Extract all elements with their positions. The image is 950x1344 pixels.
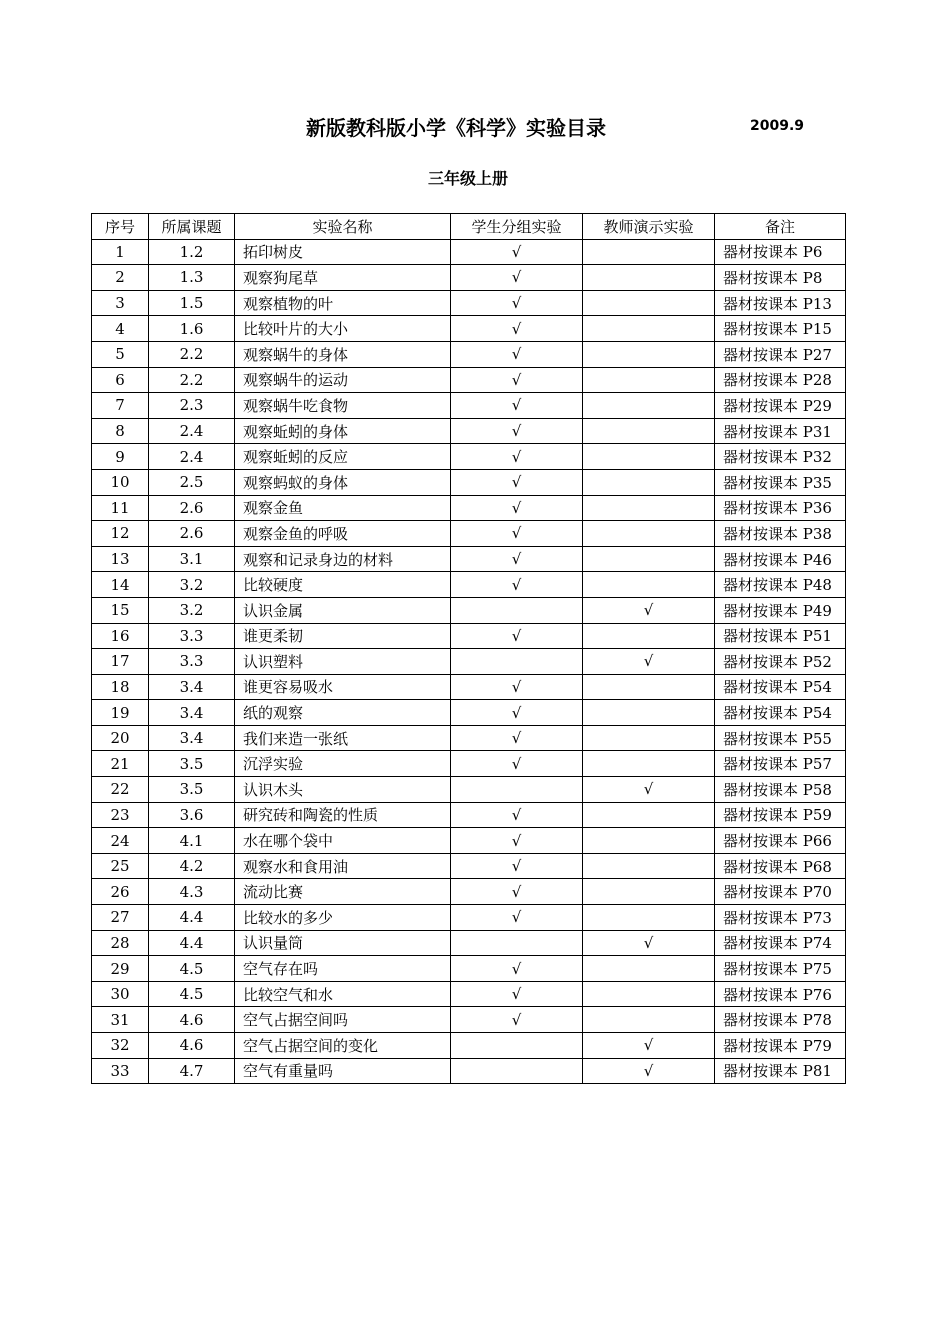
table-row xyxy=(92,853,846,879)
cell-teacher-demo xyxy=(583,828,715,854)
cell-experiment-name: 认识塑料 xyxy=(235,649,451,675)
cell-teacher-demo xyxy=(583,239,715,265)
cell-lesson: 3.5 xyxy=(149,751,235,777)
cell-number: 11 xyxy=(92,495,149,521)
cell-lesson: 1.3 xyxy=(149,265,235,291)
cell-notes: 器材按课本 P54 xyxy=(715,700,846,726)
cell-student-group xyxy=(451,1058,583,1084)
cell-lesson: 4.1 xyxy=(149,828,235,854)
table-row xyxy=(92,418,846,444)
table-row xyxy=(92,572,846,598)
cell-teacher-demo: √ xyxy=(583,777,715,803)
cell-lesson: 1.5 xyxy=(149,290,235,316)
cell-lesson: 3.1 xyxy=(149,546,235,572)
table-row xyxy=(92,905,846,931)
table-row xyxy=(92,341,846,367)
cell-number: 19 xyxy=(92,700,149,726)
cell-student-group xyxy=(451,930,583,956)
cell-teacher-demo xyxy=(583,367,715,393)
cell-experiment-name: 比较硬度 xyxy=(235,572,451,598)
cell-notes: 器材按课本 P46 xyxy=(715,546,846,572)
cell-teacher-demo: √ xyxy=(583,930,715,956)
table-row xyxy=(92,674,846,700)
header-lesson: 所属课题 xyxy=(149,214,235,240)
cell-teacher-demo xyxy=(583,418,715,444)
cell-lesson: 3.6 xyxy=(149,802,235,828)
cell-number: 14 xyxy=(92,572,149,598)
cell-notes: 器材按课本 P6 xyxy=(715,239,846,265)
cell-lesson: 3.3 xyxy=(149,623,235,649)
cell-notes: 器材按课本 P55 xyxy=(715,725,846,751)
table-row xyxy=(92,802,846,828)
cell-lesson: 1.6 xyxy=(149,316,235,342)
cell-student-group: √ xyxy=(451,469,583,495)
cell-student-group: √ xyxy=(451,290,583,316)
cell-student-group: √ xyxy=(451,725,583,751)
cell-student-group: √ xyxy=(451,751,583,777)
cell-student-group: √ xyxy=(451,905,583,931)
header-notes: 备注 xyxy=(715,214,846,240)
cell-experiment-name: 观察狗尾草 xyxy=(235,265,451,291)
cell-student-group: √ xyxy=(451,341,583,367)
table-row xyxy=(92,367,846,393)
cell-student-group xyxy=(451,597,583,623)
cell-number: 7 xyxy=(92,393,149,419)
cell-notes: 器材按课本 P57 xyxy=(715,751,846,777)
cell-lesson: 2.4 xyxy=(149,444,235,470)
cell-experiment-name: 空气有重量吗 xyxy=(235,1058,451,1084)
cell-teacher-demo xyxy=(583,469,715,495)
cell-experiment-name: 纸的观察 xyxy=(235,700,451,726)
cell-notes: 器材按课本 P51 xyxy=(715,623,846,649)
cell-lesson: 4.6 xyxy=(149,1007,235,1033)
cell-teacher-demo xyxy=(583,341,715,367)
cell-student-group: √ xyxy=(451,623,583,649)
cell-student-group: √ xyxy=(451,879,583,905)
cell-experiment-name: 观察植物的叶 xyxy=(235,290,451,316)
cell-number: 29 xyxy=(92,956,149,982)
cell-experiment-name: 认识金属 xyxy=(235,597,451,623)
cell-notes: 器材按课本 P15 xyxy=(715,316,846,342)
table-row xyxy=(92,1058,846,1084)
cell-experiment-name: 比较叶片的大小 xyxy=(235,316,451,342)
cell-experiment-name: 比较空气和水 xyxy=(235,981,451,1007)
table-row xyxy=(92,879,846,905)
cell-student-group: √ xyxy=(451,828,583,854)
cell-experiment-name: 谁更柔韧 xyxy=(235,623,451,649)
cell-experiment-name: 比较水的多少 xyxy=(235,905,451,931)
table-row xyxy=(92,265,846,291)
cell-student-group: √ xyxy=(451,265,583,291)
cell-number: 3 xyxy=(92,290,149,316)
cell-number: 32 xyxy=(92,1033,149,1059)
cell-teacher-demo xyxy=(583,572,715,598)
cell-student-group xyxy=(451,1033,583,1059)
table-body xyxy=(92,239,846,1084)
table-row xyxy=(92,828,846,854)
cell-lesson: 3.4 xyxy=(149,700,235,726)
table-row xyxy=(92,751,846,777)
header-row xyxy=(92,214,846,240)
cell-teacher-demo xyxy=(583,521,715,547)
header-teacher-demo: 教师演示实验 xyxy=(583,214,715,240)
cell-notes: 器材按课本 P29 xyxy=(715,393,846,419)
cell-number: 2 xyxy=(92,265,149,291)
table-row xyxy=(92,290,846,316)
cell-student-group: √ xyxy=(451,521,583,547)
cell-experiment-name: 我们来造一张纸 xyxy=(235,725,451,751)
cell-number: 20 xyxy=(92,725,149,751)
cell-experiment-name: 观察蜗牛的身体 xyxy=(235,341,451,367)
cell-lesson: 2.6 xyxy=(149,521,235,547)
cell-lesson: 3.4 xyxy=(149,725,235,751)
table-row xyxy=(92,239,846,265)
cell-student-group: √ xyxy=(451,853,583,879)
cell-notes: 器材按课本 P28 xyxy=(715,367,846,393)
cell-teacher-demo xyxy=(583,905,715,931)
cell-student-group: √ xyxy=(451,393,583,419)
cell-lesson: 4.6 xyxy=(149,1033,235,1059)
cell-notes: 器材按课本 P81 xyxy=(715,1058,846,1084)
cell-teacher-demo xyxy=(583,674,715,700)
experiment-table xyxy=(91,213,846,1084)
cell-lesson: 4.5 xyxy=(149,981,235,1007)
cell-teacher-demo xyxy=(583,290,715,316)
cell-lesson: 4.5 xyxy=(149,956,235,982)
cell-notes: 器材按课本 P58 xyxy=(715,777,846,803)
cell-teacher-demo: √ xyxy=(583,1033,715,1059)
cell-teacher-demo xyxy=(583,725,715,751)
table-row xyxy=(92,469,846,495)
cell-notes: 器材按课本 P35 xyxy=(715,469,846,495)
cell-experiment-name: 拓印树皮 xyxy=(235,239,451,265)
cell-teacher-demo xyxy=(583,444,715,470)
cell-student-group xyxy=(451,649,583,675)
cell-experiment-name: 水在哪个袋中 xyxy=(235,828,451,854)
cell-number: 9 xyxy=(92,444,149,470)
cell-number: 24 xyxy=(92,828,149,854)
cell-number: 4 xyxy=(92,316,149,342)
cell-notes: 器材按课本 P75 xyxy=(715,956,846,982)
cell-lesson: 3.3 xyxy=(149,649,235,675)
cell-student-group xyxy=(451,777,583,803)
table-row xyxy=(92,597,846,623)
cell-teacher-demo xyxy=(583,265,715,291)
cell-notes: 器材按课本 P27 xyxy=(715,341,846,367)
cell-number: 30 xyxy=(92,981,149,1007)
cell-teacher-demo: √ xyxy=(583,649,715,675)
cell-number: 33 xyxy=(92,1058,149,1084)
table-row xyxy=(92,725,846,751)
cell-experiment-name: 谁更容易吸水 xyxy=(235,674,451,700)
cell-notes: 器材按课本 P54 xyxy=(715,674,846,700)
cell-notes: 器材按课本 P59 xyxy=(715,802,846,828)
cell-student-group: √ xyxy=(451,418,583,444)
cell-number: 15 xyxy=(92,597,149,623)
cell-teacher-demo xyxy=(583,393,715,419)
cell-experiment-name: 观察金鱼 xyxy=(235,495,451,521)
cell-experiment-name: 观察和记录身边的材料 xyxy=(235,546,451,572)
cell-lesson: 2.5 xyxy=(149,469,235,495)
cell-notes: 器材按课本 P36 xyxy=(715,495,846,521)
cell-student-group: √ xyxy=(451,572,583,598)
table-row xyxy=(92,700,846,726)
cell-number: 17 xyxy=(92,649,149,675)
cell-student-group: √ xyxy=(451,239,583,265)
grade-subtitle: 三年级上册 xyxy=(428,169,509,188)
cell-lesson: 1.2 xyxy=(149,239,235,265)
cell-teacher-demo xyxy=(583,316,715,342)
table-row xyxy=(92,316,846,342)
cell-teacher-demo xyxy=(583,623,715,649)
cell-lesson: 3.5 xyxy=(149,777,235,803)
cell-student-group: √ xyxy=(451,367,583,393)
table-row xyxy=(92,393,846,419)
table-row xyxy=(92,546,846,572)
cell-notes: 器材按课本 P38 xyxy=(715,521,846,547)
cell-student-group: √ xyxy=(451,444,583,470)
cell-student-group: √ xyxy=(451,316,583,342)
table-row xyxy=(92,1033,846,1059)
cell-experiment-name: 观察蚯蚓的身体 xyxy=(235,418,451,444)
cell-experiment-name: 空气占据空间吗 xyxy=(235,1007,451,1033)
cell-student-group: √ xyxy=(451,956,583,982)
cell-number: 26 xyxy=(92,879,149,905)
cell-notes: 器材按课本 P76 xyxy=(715,981,846,1007)
cell-lesson: 2.2 xyxy=(149,341,235,367)
cell-lesson: 2.3 xyxy=(149,393,235,419)
cell-experiment-name: 观察水和食用油 xyxy=(235,853,451,879)
cell-notes: 器材按课本 P78 xyxy=(715,1007,846,1033)
cell-experiment-name: 认识木头 xyxy=(235,777,451,803)
cell-experiment-name: 研究砖和陶瓷的性质 xyxy=(235,802,451,828)
cell-notes: 器材按课本 P49 xyxy=(715,597,846,623)
cell-student-group: √ xyxy=(451,981,583,1007)
cell-teacher-demo xyxy=(583,802,715,828)
cell-student-group: √ xyxy=(451,495,583,521)
cell-notes: 器材按课本 P73 xyxy=(715,905,846,931)
table-row xyxy=(92,930,846,956)
table-row xyxy=(92,1007,846,1033)
cell-teacher-demo xyxy=(583,751,715,777)
cell-lesson: 3.2 xyxy=(149,572,235,598)
cell-teacher-demo: √ xyxy=(583,597,715,623)
cell-lesson: 2.2 xyxy=(149,367,235,393)
cell-experiment-name: 空气占据空间的变化 xyxy=(235,1033,451,1059)
cell-lesson: 4.4 xyxy=(149,905,235,931)
cell-teacher-demo xyxy=(583,1007,715,1033)
cell-teacher-demo xyxy=(583,879,715,905)
table-header xyxy=(92,214,846,240)
cell-teacher-demo: √ xyxy=(583,1058,715,1084)
table-row xyxy=(92,981,846,1007)
header-experiment-name: 实验名称 xyxy=(235,214,451,240)
cell-number: 25 xyxy=(92,853,149,879)
cell-number: 6 xyxy=(92,367,149,393)
cell-number: 10 xyxy=(92,469,149,495)
cell-lesson: 4.7 xyxy=(149,1058,235,1084)
cell-notes: 器材按课本 P66 xyxy=(715,828,846,854)
cell-experiment-name: 流动比赛 xyxy=(235,879,451,905)
cell-student-group: √ xyxy=(451,1007,583,1033)
cell-experiment-name: 观察金鱼的呼吸 xyxy=(235,521,451,547)
cell-notes: 器材按课本 P32 xyxy=(715,444,846,470)
cell-notes: 器材按课本 P31 xyxy=(715,418,846,444)
cell-number: 12 xyxy=(92,521,149,547)
cell-notes: 器材按课本 P70 xyxy=(715,879,846,905)
cell-notes: 器材按课本 P74 xyxy=(715,930,846,956)
cell-teacher-demo xyxy=(583,853,715,879)
cell-lesson: 4.4 xyxy=(149,930,235,956)
cell-number: 8 xyxy=(92,418,149,444)
cell-teacher-demo xyxy=(583,546,715,572)
header-number: 序号 xyxy=(92,214,149,240)
cell-lesson: 2.4 xyxy=(149,418,235,444)
cell-number: 22 xyxy=(92,777,149,803)
table-row xyxy=(92,623,846,649)
cell-lesson: 4.2 xyxy=(149,853,235,879)
cell-lesson: 3.2 xyxy=(149,597,235,623)
cell-teacher-demo xyxy=(583,495,715,521)
cell-notes: 器材按课本 P79 xyxy=(715,1033,846,1059)
header-student-group: 学生分组实验 xyxy=(451,214,583,240)
cell-number: 13 xyxy=(92,546,149,572)
cell-number: 31 xyxy=(92,1007,149,1033)
table-row xyxy=(92,649,846,675)
table-row xyxy=(92,777,846,803)
document-date: 2009.9 xyxy=(750,118,805,134)
table-row xyxy=(92,956,846,982)
cell-experiment-name: 沉浮实验 xyxy=(235,751,451,777)
cell-notes: 器材按课本 P68 xyxy=(715,853,846,879)
cell-experiment-name: 观察蚂蚁的身体 xyxy=(235,469,451,495)
table-row xyxy=(92,444,846,470)
cell-number: 1 xyxy=(92,239,149,265)
table-row xyxy=(92,495,846,521)
cell-student-group: √ xyxy=(451,700,583,726)
cell-student-group: √ xyxy=(451,546,583,572)
cell-student-group: √ xyxy=(451,802,583,828)
cell-number: 23 xyxy=(92,802,149,828)
cell-lesson: 3.4 xyxy=(149,674,235,700)
cell-lesson: 2.6 xyxy=(149,495,235,521)
cell-teacher-demo xyxy=(583,981,715,1007)
cell-notes: 器材按课本 P8 xyxy=(715,265,846,291)
cell-number: 28 xyxy=(92,930,149,956)
page-title: 新版教科版小学《科学》实验目录 xyxy=(306,116,606,140)
cell-experiment-name: 空气存在吗 xyxy=(235,956,451,982)
cell-number: 27 xyxy=(92,905,149,931)
cell-experiment-name: 认识量筒 xyxy=(235,930,451,956)
cell-experiment-name: 观察蚯蚓的反应 xyxy=(235,444,451,470)
cell-experiment-name: 观察蜗牛的运动 xyxy=(235,367,451,393)
cell-notes: 器材按课本 P48 xyxy=(715,572,846,598)
cell-notes: 器材按课本 P52 xyxy=(715,649,846,675)
cell-number: 5 xyxy=(92,341,149,367)
cell-teacher-demo xyxy=(583,700,715,726)
cell-number: 21 xyxy=(92,751,149,777)
cell-number: 18 xyxy=(92,674,149,700)
cell-number: 16 xyxy=(92,623,149,649)
cell-student-group: √ xyxy=(451,674,583,700)
cell-lesson: 4.3 xyxy=(149,879,235,905)
table-row xyxy=(92,521,846,547)
cell-teacher-demo xyxy=(583,956,715,982)
cell-notes: 器材按课本 P13 xyxy=(715,290,846,316)
cell-experiment-name: 观察蜗牛吃食物 xyxy=(235,393,451,419)
